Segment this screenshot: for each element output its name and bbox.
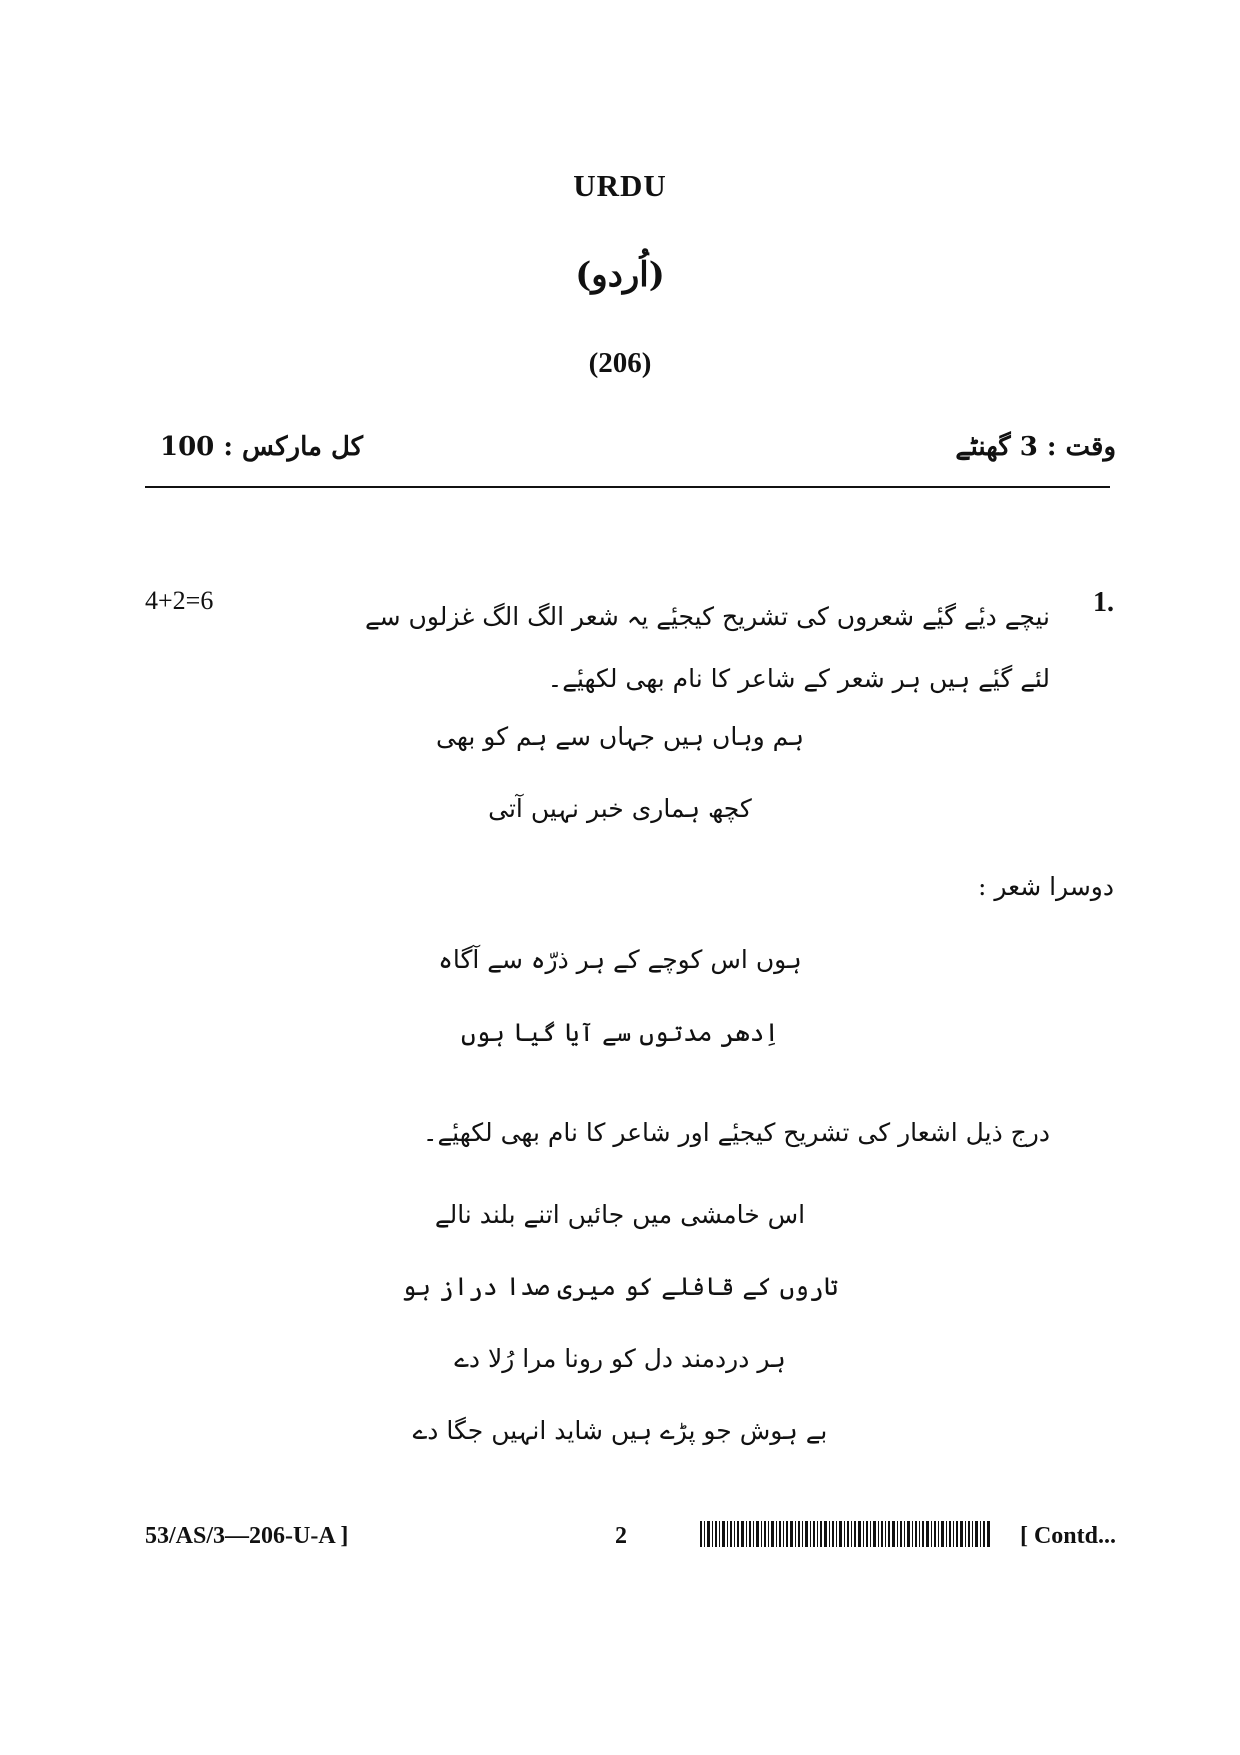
stanza-line-2: تاروں کے قافلے کو میری صدا دراز ہو	[401, 1272, 839, 1301]
subject-code: (206)	[588, 347, 652, 379]
stanza-line-1: اس خامشی میں جائیں اتنے بلند نالے	[434, 1200, 806, 1229]
question-number: 1.	[1093, 587, 1114, 618]
header-divider	[145, 486, 1110, 488]
stanza-line-4: بے ہوش جو پڑے ہیں شاید انہیں جگا دے	[412, 1416, 828, 1445]
first-couplet-line-2: کچھ ہماری خبر نہیں آتی	[488, 794, 752, 823]
paper-subtitle-urdu: (اُردو)	[575, 255, 665, 295]
footer-page-number: 2	[615, 1523, 627, 1549]
paper-title: URDU	[573, 168, 667, 203]
first-couplet-line-1: ہم وہاں ہیں جہاں سے ہم کو بھی	[436, 722, 804, 751]
second-couplet-line-2: اِدھر مدتوں سے آیا گیا ہوں	[460, 1018, 780, 1047]
question-marks: 4+2=6	[145, 586, 214, 615]
stanza-line-3: ہر دردمند دل کو رونا مرا رُلا دے	[454, 1344, 786, 1373]
footer-continued: [ Contd...	[1019, 1523, 1116, 1549]
question-text: نیچے دیٔے گیٔے شعروں کی تشریح کیجیٔے یہ شعر الگ الگ غزلوں سے لئے گیٔے ہیں ہر شعر کے شاعر کا نام بھی لکھیٔے۔	[364, 602, 1050, 693]
alternative-instruction: درج ذیل اشعار کی تشریح کیجیٔے اور شاعر کا نام بھی لکھیٔے۔	[422, 1118, 1050, 1147]
barcode-image	[700, 1521, 990, 1547]
second-couplet-label: دوسرا شعر :	[977, 872, 1114, 901]
footer-paper-code: 53/AS/3—206-U-A ]	[145, 1523, 349, 1549]
time-allowed: وقت : 3 گھنٹے	[955, 432, 1116, 462]
second-couplet-line-1: ہوں اس کوچے کے ہر ذرّہ سے آگاہ	[438, 945, 802, 974]
total-marks: کل مارکس : 100	[160, 432, 364, 462]
